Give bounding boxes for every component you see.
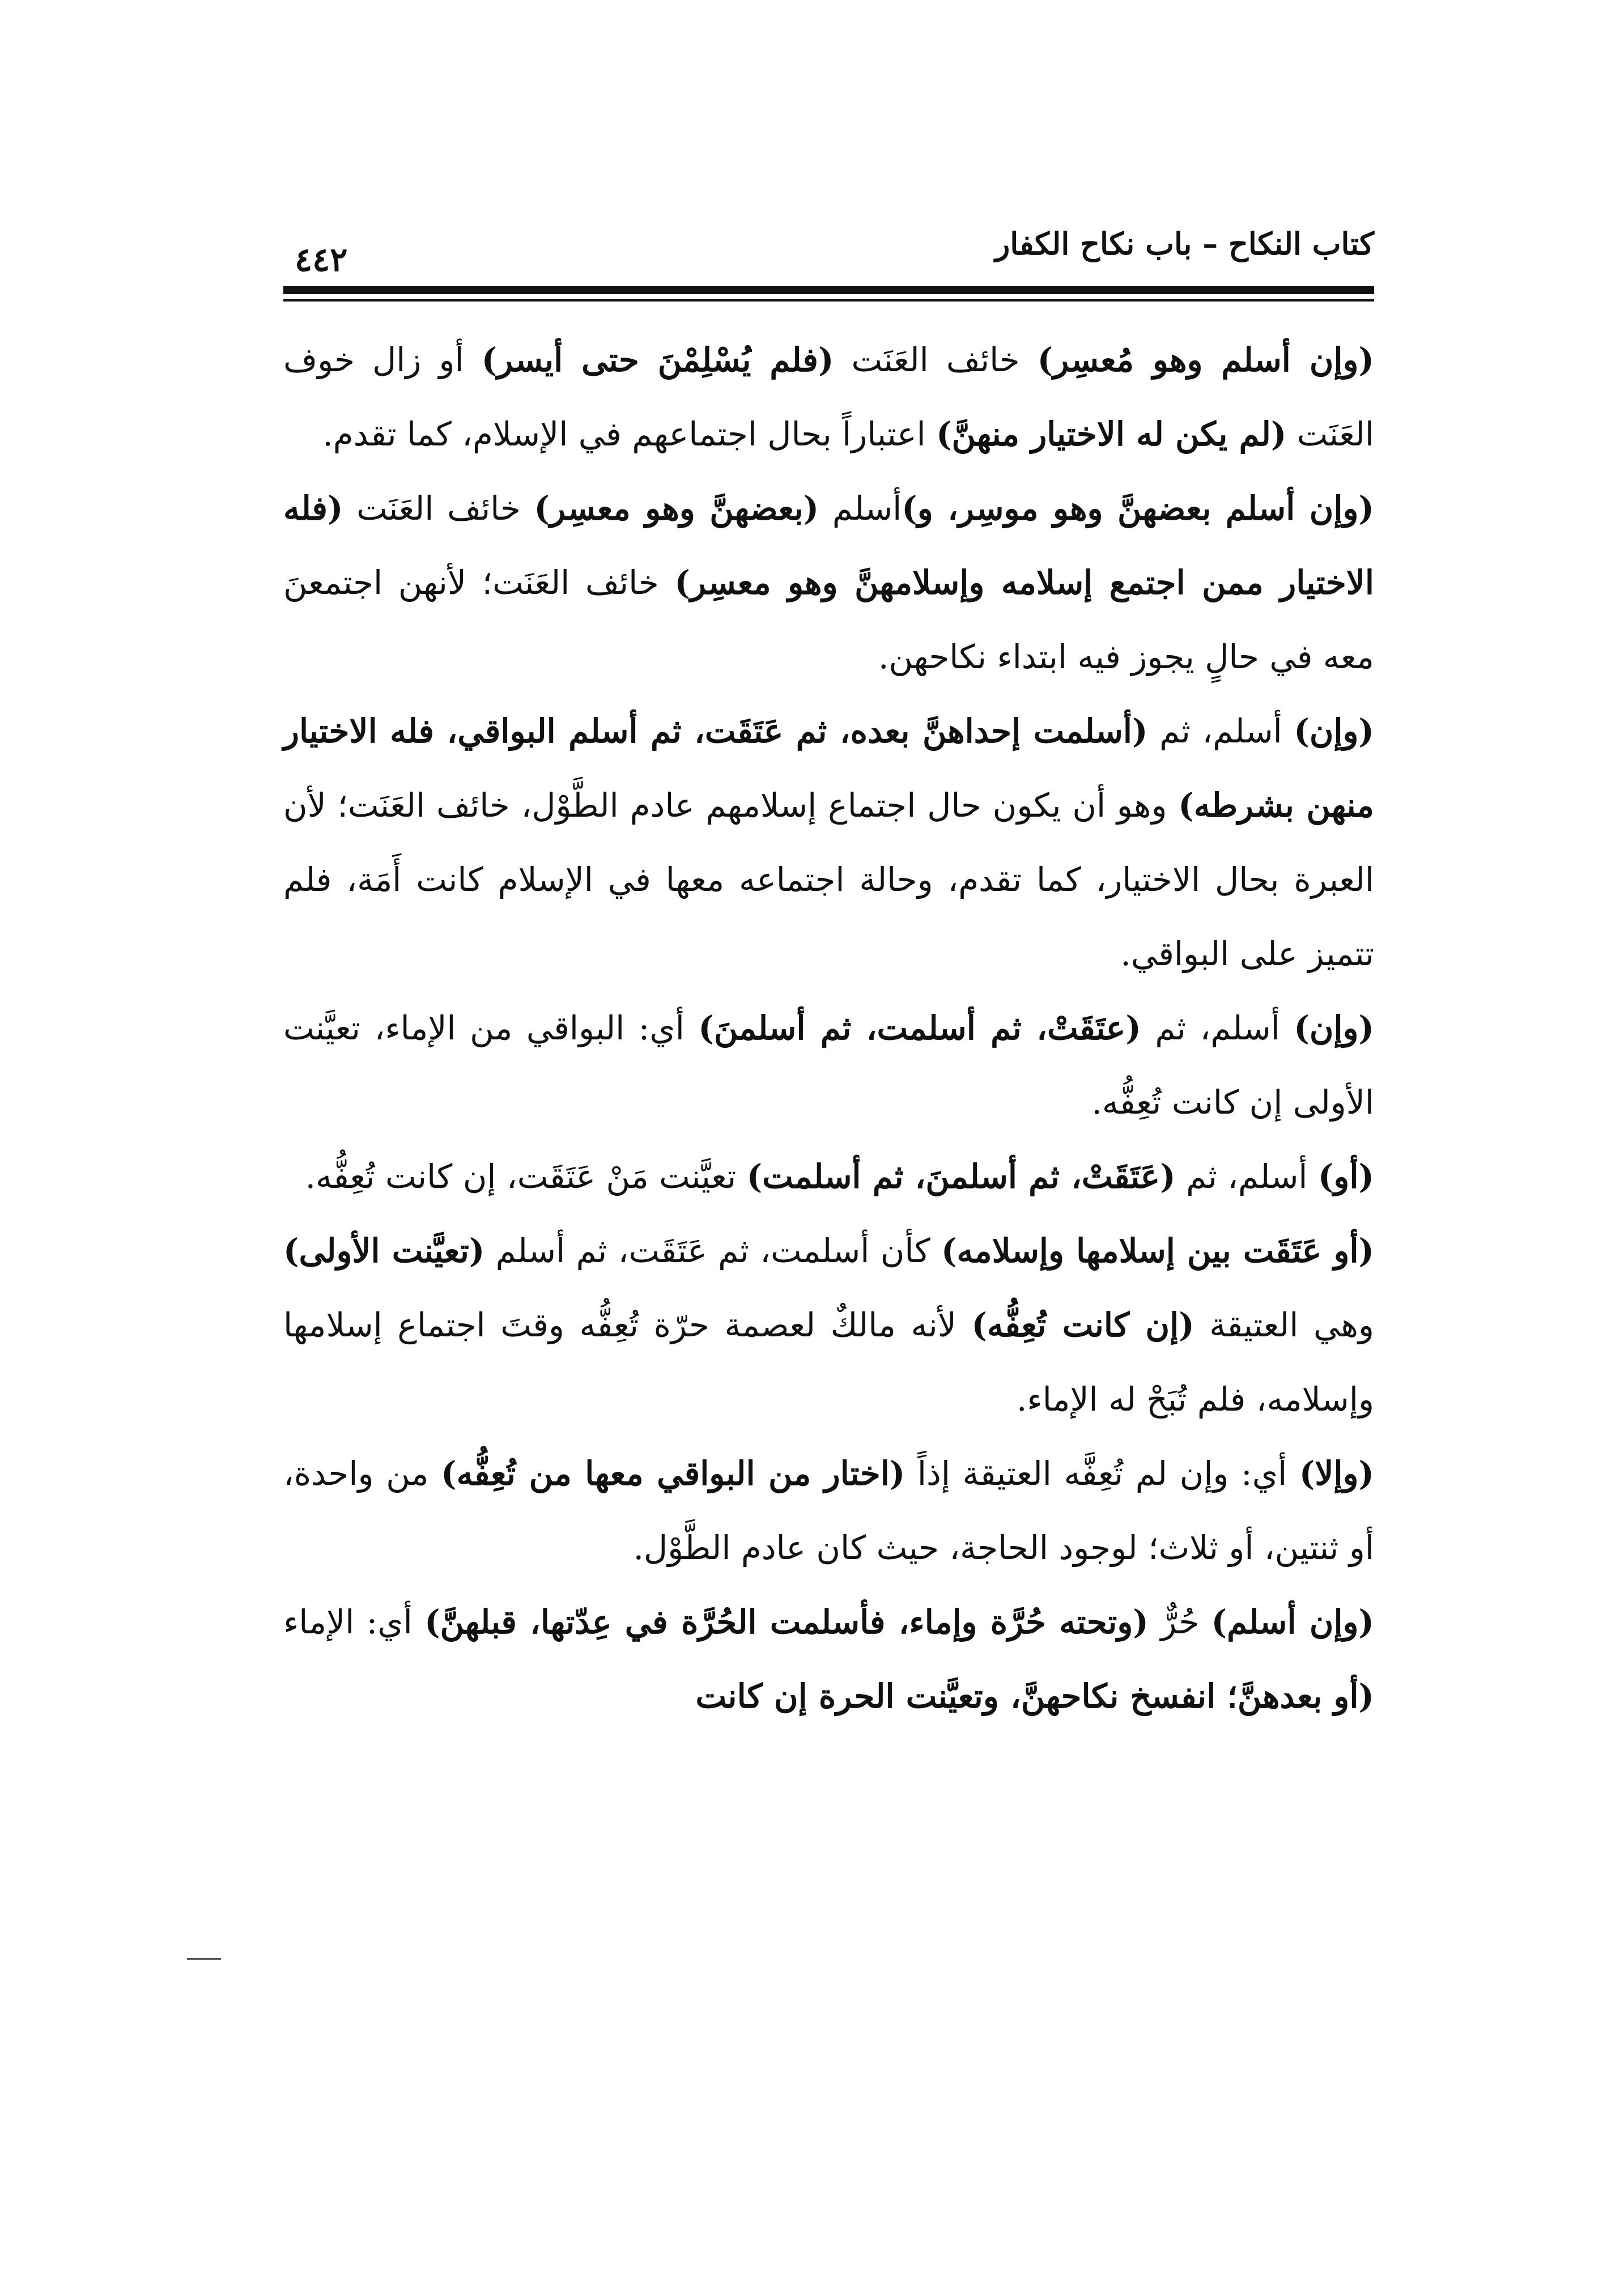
matn-text: (وتحته حُرَّة وإماء، فأسلمت الحُرَّة في عِدّتها، قبلهنَّ)	[424, 1603, 1149, 1641]
commentary-text: خائف العَنَت؛ لأنهن اجتمعنَ معه في حالٍ يجوز فيه ابتداء نكاحهن.	[283, 563, 1374, 676]
page-number: ٤٤٢	[295, 240, 348, 279]
matn-text: (فلم يُسْلِمْنَ حتى أيسر)	[481, 341, 834, 379]
body-text	[283, 323, 1374, 1734]
matn-text: (إن كانت تُعِفُّه)	[971, 1306, 1194, 1344]
matn-text: (لم يكن له الاختيار منهنَّ)	[936, 415, 1287, 453]
commentary-text: وهي العتيقة	[1194, 1306, 1374, 1344]
commentary-text: أو زال خوف العَنَت	[283, 341, 1374, 453]
matn-text: (اختار من البواقي معها من تُعِفُّه)	[441, 1454, 905, 1493]
commentary-text: خائف العَنَت	[343, 489, 534, 528]
paragraph-3	[283, 694, 1374, 991]
commentary-text: اعتباراً بحال اجتماعهم في الإسلام، كما تقدم.	[322, 415, 937, 453]
matn-text: (بعضهنَّ وهو معسِر)	[534, 489, 819, 528]
commentary-text: أسلم	[819, 489, 902, 528]
commentary-text: أسلم، ثم	[1141, 1009, 1294, 1047]
paragraph-8	[283, 1585, 1374, 1734]
commentary-text: أسلم، ثم	[1175, 1157, 1318, 1196]
commentary-text: أسلم، ثم	[1147, 712, 1294, 750]
commentary-text: من واحدة، أو ثنتين، أو ثلاث؛ لوجود الحاجة، حيث كان عادم الطَّوْل.	[283, 1454, 1374, 1567]
paragraph-7	[283, 1437, 1374, 1585]
matn-text: (وإن أسلم بعضهنَّ وهو موسِر، و)	[902, 489, 1374, 528]
matn-text: (وإن)	[1294, 712, 1374, 750]
matn-text: (وإن)	[1294, 1009, 1374, 1047]
matn-text: (أو عَتَقَت بين إسلامها وإسلامه)	[941, 1232, 1375, 1270]
running-title: كتاب النكاح – باب نكاح الكفار	[995, 226, 1374, 262]
commentary-text: كأن أسلمت، ثم عَتَقَت، ثم أسلم	[484, 1232, 942, 1270]
matn-text: (عَتَقَتْ، ثم أسلمنَ، ثم أسلمت)	[746, 1157, 1176, 1196]
commentary-text: خائف العَنَت	[834, 341, 1038, 379]
commentary-text: أي: الإماء	[283, 1603, 425, 1641]
commentary-text: تعيَّنت مَنْ عَتَقَت، إن كانت تُعِفُّه.	[305, 1157, 747, 1196]
header-rule-thick	[283, 286, 1374, 294]
matn-text: (أسلمت إحداهنَّ بعده، ثم عَتَقَت، ثم أسلم البواقي، فله الاختيار منهن بشرطه)	[283, 712, 1374, 825]
paragraph-4	[283, 991, 1374, 1140]
matn-text: (وإن أسلم)	[1211, 1603, 1375, 1641]
matn-text: (فله الاختيار ممن اجتمع إسلامه وإسلامهنَّ وهو معسِر)	[283, 489, 1374, 602]
matn-text: (عتَقَتْ، ثم أسلمت، ثم أسلمنَ)	[698, 1009, 1141, 1047]
matn-text: (أو)	[1317, 1157, 1374, 1196]
paragraph-5	[283, 1140, 1374, 1214]
paragraph-6	[283, 1214, 1374, 1437]
paragraph-1	[283, 323, 1374, 472]
matn-text: (تعيَّنت الأولى)	[283, 1232, 485, 1270]
matn-text: (وإن أسلم وهو مُعسِر)	[1037, 341, 1374, 379]
header-rule-thin	[283, 299, 1374, 302]
commentary-text: وهو أن يكون حال اجتماع إسلامهم عادم الطَّوْل، خائف العَنَت؛ لأن العبرة بحال الاختيار، كما تقدم، وحالة اجتماعه معها في الإسلام كانت أَمَة، فلم تتميز على البواقي.	[283, 786, 1374, 973]
commentary-text: حُرٌّ	[1148, 1603, 1211, 1641]
commentary-text: لأنه مالكٌ لعصمة حرّة تُعِفُّه وقتَ اجتماع إسلامها وإسلامه، فلم تُبَحْ له الإماء.	[283, 1306, 1374, 1419]
commentary-text: أي: وإن لم تُعِفَّه العتيقة إذاً	[905, 1454, 1299, 1493]
matn-text: (وإلا)	[1299, 1454, 1374, 1493]
scan-mark	[187, 1958, 221, 1960]
commentary-text: أي: البواقي من الإماء، تعيَّنت الأولى إن كانت تُعِفُّه.	[283, 1009, 1374, 1122]
paragraph-2	[283, 472, 1374, 694]
matn-text: (أو بعدهنَّ؛ انفسخ نكاحهنَّ، وتعيَّنت الحرة إن كانت	[695, 1677, 1374, 1715]
